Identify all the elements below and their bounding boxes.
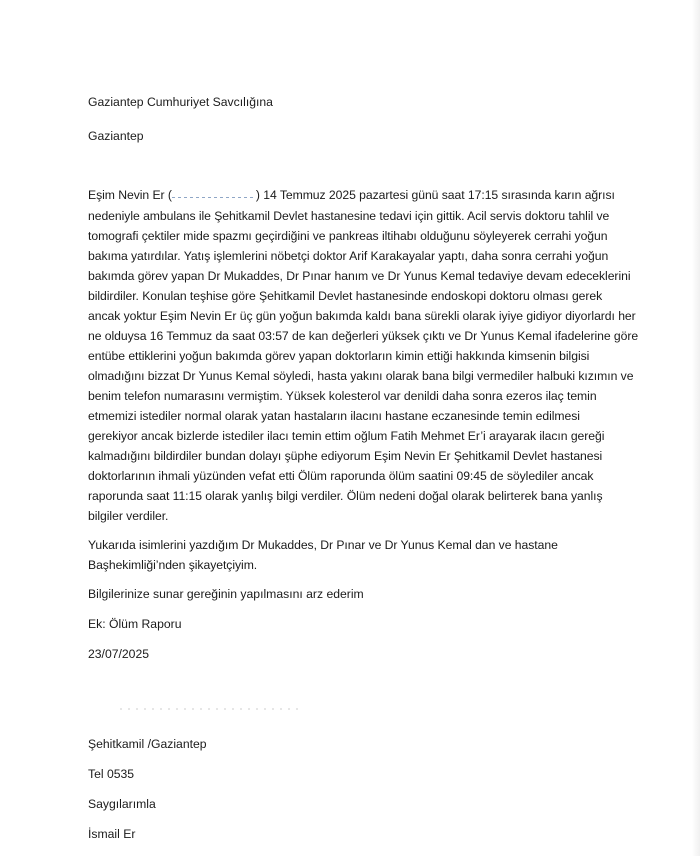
body-line: bakıma yatırdılar. Yatış işlemlerini nöbetçi doktor Arif Karakayalar yaptı, daha sonra cerrahi yoğun [88,249,609,263]
body-line: bakımda görev yapan Dr Mukaddes, Dr Pınar hanım ve Dr Yunus Kemal tedaviye devam edeceklerini [88,269,631,283]
date-line: 23/07/2025 [88,647,149,661]
address-line: Şehitkamil /Gaziantep [88,737,207,751]
body-line: entübe ettiklerini yoğun bakımda görev yapan doktorların kimin ettiği hakkında kimsenin bilgisi [88,349,590,363]
closing-line: Saygılarımla [88,797,156,811]
body-line: ne olduysa 16 Temmuz da saat 03:57 de kan değerleri yüksek çıktı ve Dr Yunus Kemal ifadelerine göre [88,329,639,343]
scan-artifact [120,708,300,710]
body-line: nedeniyle ambulans ile Şehitkamil Devlet hastanesine tedavi için gittik. Acil servis doktoru tahlil ve [88,209,610,223]
body-line: raporunda saat 11:15 olarak yanlış bilgi verdiler. Ölüm nedeni doğal olarak belirterek bana yanlış [88,489,603,503]
request-line: Bilgilerinize sunar gereğinin yapılmasını arz ederim [88,587,364,601]
complaint-line: Başhekimliği’nden şikayetçiyim. [88,558,258,572]
complaint-line: Yukarıda isimlerini yazdığım Dr Mukaddes, Dr Pınar ve Dr Yunus Kemal dan ve hastane [88,538,558,552]
city-line: Gaziantep [88,129,144,143]
attachment-line: Ek: Ölüm Raporu [88,617,182,631]
redacted-id-number [172,191,256,201]
signature-name: İsmail Er [88,827,136,841]
body-first-line [88,187,615,203]
body-line: tomografi çektiler mide spazmı geçirdiğini ve pankreas iltihabı olduğunu söyleyerek cerrahi yoğun [88,229,608,243]
body-line: kalmadığını bildirdiler bundan dolayı şüphe ediyorum Eşim Nevin Er Şehitkamil Devlet hastanesi [88,449,603,463]
body-line: ancak yoktur Eşim Nevin Er üç gün yoğun bakımda kaldı bana sürekli olarak iyiye gidiyor diyorlardı her [88,309,636,323]
body-line: bilgiler verdiler. [88,509,169,523]
body-line: olmadığını bizzat Dr Yunus Kemal söyledi, hasta yakını olarak bana bilgi vermediler halbuki kızımın ve [88,369,634,383]
recipient-line: Gaziantep Cumhuriyet Savcılığına [88,95,273,109]
body-line: gerekiyor ancak bizlerde istediler ilacı temin ettim oğlum Fatih Mehmet Er’i arayarak ilacın gereği [88,429,605,443]
phone-line: Tel 0535 [88,767,135,781]
body-prefix: Eşim Nevin Er ( [88,188,172,202]
body-after-redaction: ) 14 Temmuz 2025 pazartesi günü saat 17:15 sırasında karın ağrısı [255,188,615,202]
body-line: doktorlarının ihmali yüzünden vefat etti Ölüm raporunda ölüm saatini 09:45 de söylediler ancak [88,469,594,483]
body-line: bildirdiler. Konulan teşhise göre Şehitkamil Devlet hastanesinde endoskopi doktoru olması gerek [88,289,603,303]
scan-edge-shadow [692,0,700,856]
body-line: benim telefon numarasını vermiştim. Yüksek kolesterol var denildi daha sonra ezeros ilaç temin [88,389,597,403]
body-line: etmemizi istediler normal olarak yatan hastaların ilacını hastane eczanesinde temin edilmesi [88,409,580,423]
